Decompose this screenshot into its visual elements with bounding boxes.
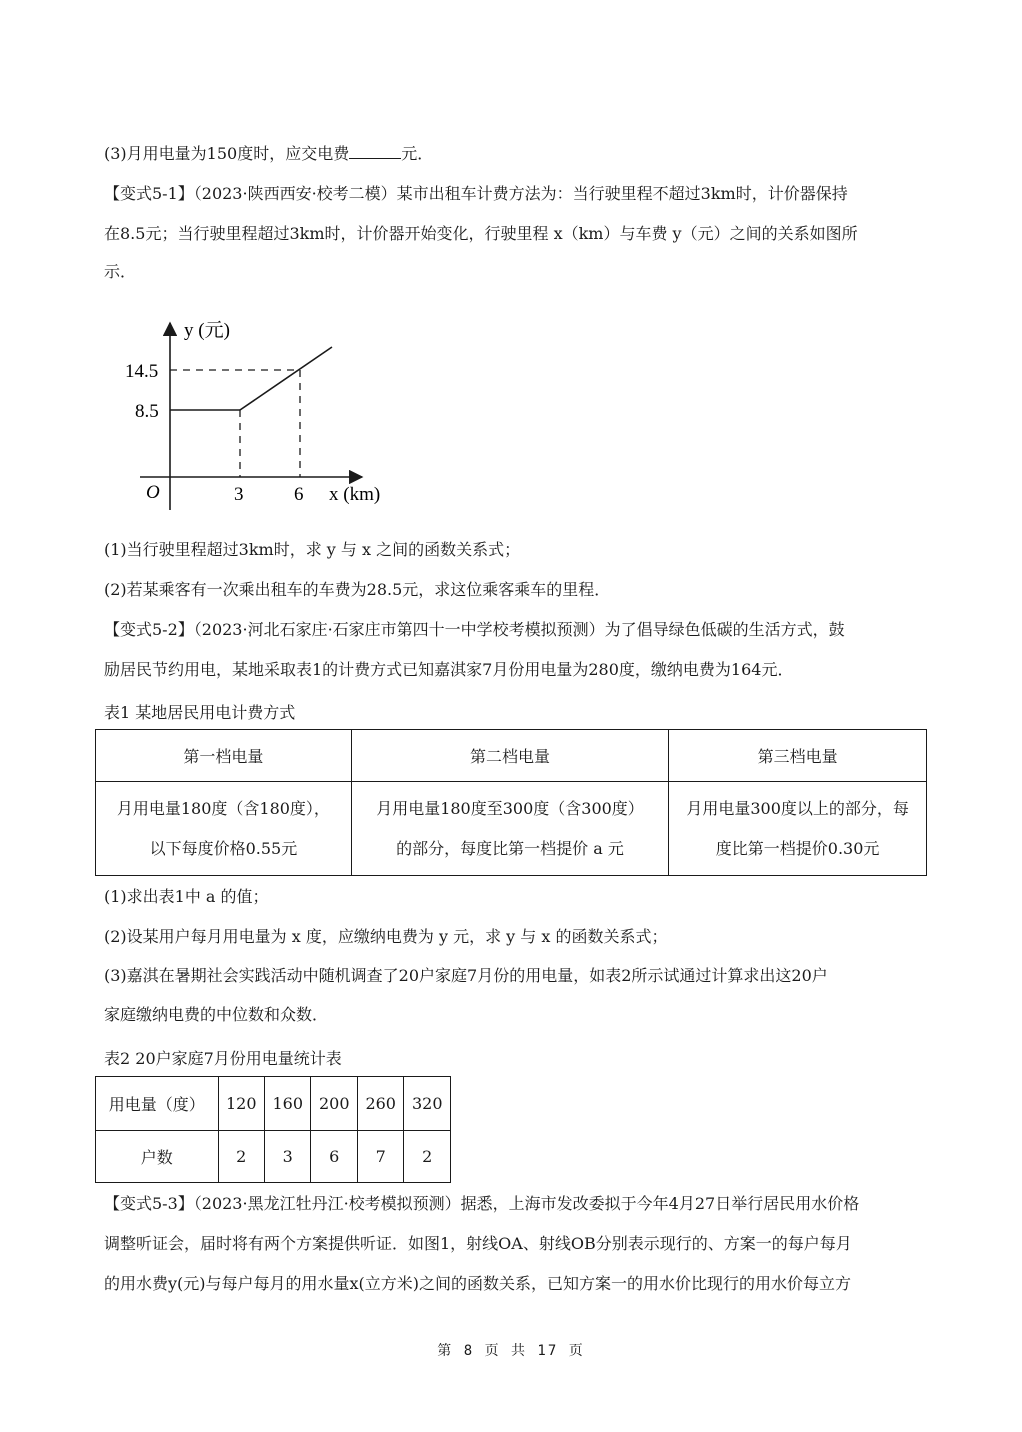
question-3-line: [104, 144, 433, 164]
taxi-fare-graph: [100, 305, 420, 520]
table-1-header-cell: 第一档电量: [96, 730, 352, 782]
cell-text-line: 月用电量180度（含180度），: [116, 798, 330, 818]
origin-label: O: [146, 482, 160, 503]
table-2-household-cell: 3: [265, 1131, 311, 1183]
table-2-usage-cell: 160: [265, 1077, 311, 1131]
table-2-usage-cell: 260: [357, 1077, 403, 1131]
y-tick-14-5: 14.5: [125, 361, 159, 382]
variant-5-3-line-2: 调整听证会，届时将有两个方案提供听证．如图1，射线OA、射线OB分别表示现行的、方案一的每户每月: [104, 1234, 852, 1253]
variant-5-2-question-3-line-2: 家庭缴纳电费的中位数和众数．: [104, 1005, 329, 1024]
table-2-usage-cell: 320: [404, 1077, 451, 1131]
answer-blank[interactable]: [349, 144, 401, 159]
table-1-header-row: [96, 730, 927, 782]
variant-5-2-line-2: 励居民节约用电，某地采取表1的计费方式已知嘉淇家7月份用电量为280度，缴纳电费为164元．: [104, 660, 794, 679]
variant-5-1-line-1: 【变式5-1】（2023·陕西西安·校考二模）某市出租车计费方法为：当行驶里程不超过3km时，计价器保持: [104, 184, 848, 203]
table-2-household-cell: 2: [218, 1131, 264, 1183]
x-tick-3: 3: [234, 484, 244, 505]
table-1-caption: 表1 某地居民用电计费方式: [104, 703, 296, 722]
cell-text-line: 以下每度价格0.55元: [149, 838, 298, 858]
table-2-usage-cell: 120: [218, 1077, 264, 1131]
variant-5-2-question-3-line-1: (3)嘉淇在暑期社会实践活动中随机调查了20户家庭7月份的用电量，如表2所示试通过计算求出这20户: [104, 966, 828, 985]
x-axis-label: x (km): [329, 484, 381, 505]
table-2-caption: 表2 20户家庭7月份用电量统计表: [104, 1049, 342, 1068]
table-1-cell-tier-1: [96, 782, 352, 876]
table-2: [95, 1076, 451, 1183]
variant-5-1-line-2: 在8.5元；当行驶里程超过3km时，计价器开始变化，行驶里程 x（km）与车费 y（元）之间的关系如图所: [104, 224, 858, 243]
table-1-cell-tier-3: [669, 782, 927, 876]
table-1-body-row: [96, 782, 927, 876]
x-tick-6: 6: [294, 484, 304, 505]
table-1-header-cell: 第二档电量: [351, 730, 668, 782]
cell-text-line: 的部分，每度比第一档提价 a 元: [396, 838, 624, 858]
segment-rising: [240, 347, 332, 410]
table-1-cell-tier-2: [351, 782, 668, 876]
cell-text-line: 度比第一档提价0.30元: [715, 838, 880, 858]
table-1-header-cell: 第三档电量: [669, 730, 927, 782]
variant-5-1-line-3: 示．: [104, 262, 137, 281]
variant-5-2-question-1: (1)求出表1中 a 的值；: [104, 887, 269, 906]
page-footer: 第 8 页 共 17 页: [437, 1343, 585, 1359]
table-2-household-cell: 7: [357, 1131, 403, 1183]
variant-5-3-line-1: 【变式5-3】（2023·黑龙江牡丹江·校考模拟预测）据悉，上海市发改委拟于今年4月27日举行居民用水价格: [104, 1194, 860, 1213]
variant-5-2-line-1: 【变式5-2】（2023·河北石家庄·石家庄市第四十一中学校考模拟预测）为了倡导绿色低碳的生活方式，鼓: [104, 620, 845, 639]
table-2-usage-cell: 200: [311, 1077, 357, 1131]
variant-5-1-question-1: (1)当行驶里程超过3km时，求 y 与 x 之间的函数关系式；: [104, 540, 521, 559]
table-2-usage-row: [96, 1077, 451, 1131]
table-2-row-label: 用电量（度）: [96, 1077, 219, 1131]
table-2-household-cell: 2: [404, 1131, 451, 1183]
table-1: [95, 729, 927, 876]
variant-5-2-question-2: (2)设某用户每月用电量为 x 度，应缴纳电费为 y 元，求 y 与 x 的函数关系式；: [104, 927, 668, 946]
question-3-text: (3)月用电量为150度时，应交电费: [104, 144, 350, 163]
variant-5-1-question-2: (2)若某乘客有一次乘出租车的车费为28.5元，求这位乘客乘车的里程．: [104, 580, 611, 599]
cell-text-line: 月用电量180度至300度（含300度）: [376, 798, 644, 818]
table-2-household-cell: 6: [311, 1131, 357, 1183]
table-2-row-label: 户数: [96, 1131, 219, 1183]
table-2-household-row: [96, 1131, 451, 1183]
cell-text-line: 月用电量300度以上的部分，每: [686, 798, 909, 818]
y-axis-label: y (元): [184, 320, 230, 341]
y-tick-8-5: 8.5: [135, 401, 159, 422]
variant-5-3-line-3: 的用水费y(元)与每户每月的用水量x(立方米)之间的函数关系，已知方案一的用水价比现行的用水价每立方: [104, 1274, 852, 1293]
question-3-unit: 元．: [401, 144, 434, 163]
